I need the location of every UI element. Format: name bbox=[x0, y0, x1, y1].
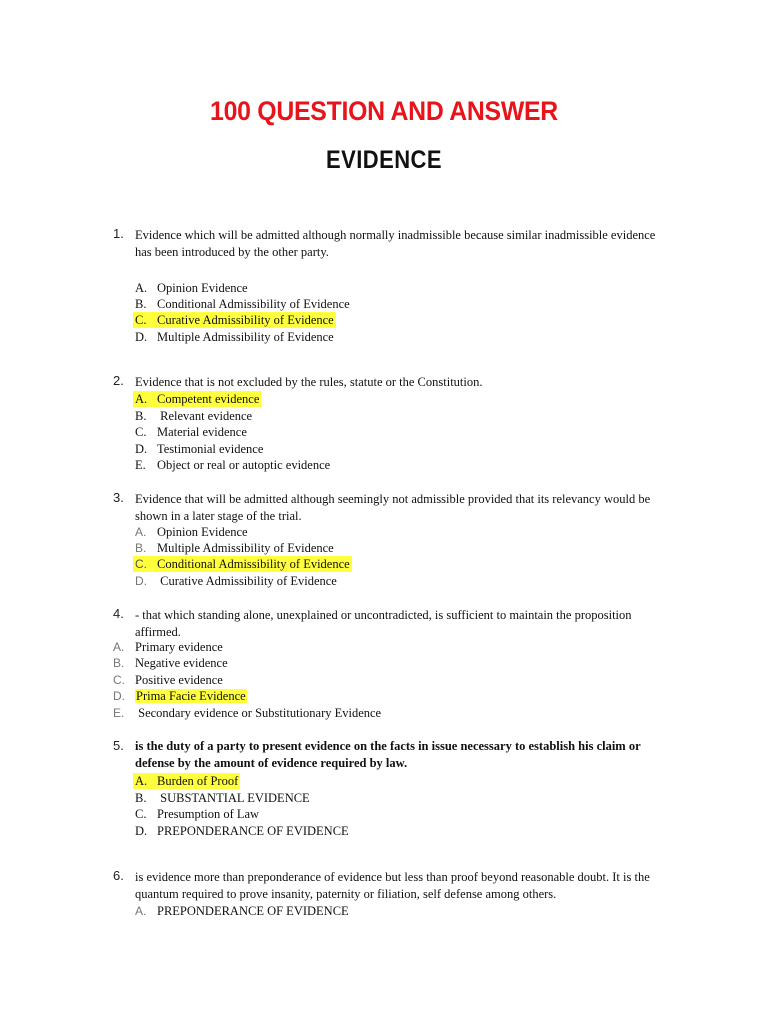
option-letter: D. bbox=[113, 689, 125, 703]
option-letter: B. bbox=[113, 656, 125, 670]
question-stem: Evidence that will be admitted although seemingly not admissible provided that its relevancy would be shown in a later stage of the trial. bbox=[135, 492, 651, 523]
option-letter: C. bbox=[135, 807, 147, 821]
option-text: Curative Admissibility of Evidence bbox=[157, 313, 334, 327]
option-text: Object or real or autoptic evidence bbox=[157, 458, 331, 472]
option-text: Curative Admissibility of Evidence bbox=[157, 574, 337, 588]
option-a bbox=[135, 280, 248, 296]
question-number: 4. bbox=[113, 606, 124, 621]
option-letter: B. bbox=[135, 409, 147, 423]
option-letter: A. bbox=[113, 640, 125, 654]
option-b bbox=[135, 296, 350, 312]
question-stem: is evidence more than preponderance of evidence but less than proof beyond reasonable doubt. It is the quantum required to prove insanity, paternity or filiation, self defense among others. bbox=[135, 870, 650, 901]
option-text: Negative evidence bbox=[135, 656, 228, 670]
option-letter: B. bbox=[135, 297, 147, 311]
option-letter: A. bbox=[135, 525, 147, 539]
option-letter: A. bbox=[135, 904, 147, 918]
option-text: Material evidence bbox=[157, 425, 247, 439]
option-text: Relevant evidence bbox=[157, 409, 253, 423]
option-letter: C. bbox=[113, 673, 125, 687]
option-text: PREPONDERANCE OF EVIDENCE bbox=[157, 904, 349, 918]
option-text: Multiple Admissibility of Evidence bbox=[157, 330, 334, 344]
option-letter: C. bbox=[135, 313, 147, 327]
option-letter: A. bbox=[135, 392, 148, 406]
option-a-answer bbox=[133, 391, 261, 407]
option-letter: C. bbox=[135, 557, 147, 571]
option-letter: D. bbox=[135, 442, 148, 456]
question-number: 3. bbox=[113, 490, 124, 505]
option-a-answer bbox=[133, 773, 240, 789]
option-text: Secondary evidence or Substitutionary Evidence bbox=[135, 706, 382, 720]
option-c-answer bbox=[133, 556, 352, 572]
option-d bbox=[135, 823, 349, 839]
option-d bbox=[135, 441, 263, 457]
question-stem: Evidence that is not excluded by the rules, statute or the Constitution. bbox=[135, 375, 483, 389]
option-c bbox=[135, 424, 247, 440]
option-letter: C. bbox=[135, 425, 147, 439]
option-c-answer bbox=[133, 312, 336, 328]
question-number: 5. bbox=[113, 738, 124, 753]
option-text: Positive evidence bbox=[135, 673, 223, 687]
option-text: Primary evidence bbox=[135, 640, 223, 654]
option-letter: D. bbox=[135, 824, 148, 838]
option-text: Conditional Admissibility of Evidence bbox=[157, 297, 350, 311]
option-text: Presumption of Law bbox=[157, 807, 260, 821]
option-text: Multiple Admissibility of Evidence bbox=[157, 541, 334, 555]
option-letter: A. bbox=[135, 774, 148, 788]
question-number: 6. bbox=[113, 868, 124, 883]
option-c bbox=[135, 806, 259, 822]
option-e bbox=[113, 705, 381, 721]
option-d-answer bbox=[113, 688, 247, 704]
option-letter: B. bbox=[135, 791, 147, 805]
option-a bbox=[135, 903, 349, 919]
option-letter: B. bbox=[135, 541, 147, 555]
option-letter: D. bbox=[135, 330, 148, 344]
question-stem: Evidence which will be admitted although normally inadmissible because similar inadmissible evidence has been introduced by the other party. bbox=[135, 228, 656, 259]
document-title: 100 QUESTION AND ANSWER bbox=[210, 96, 558, 126]
question-stem: is the duty of a party to present evidence on the facts in issue necessary to establish his claim or defense by the amount of evidence required by law. bbox=[135, 739, 641, 770]
option-letter: A. bbox=[135, 281, 148, 295]
option-b bbox=[113, 655, 228, 671]
option-text: Prima Facie Evidence bbox=[136, 689, 246, 703]
option-text: PREPONDERANCE OF EVIDENCE bbox=[157, 824, 349, 838]
option-text: Opinion Evidence bbox=[157, 281, 248, 295]
option-b bbox=[135, 408, 252, 424]
option-text: Burden of Proof bbox=[157, 774, 239, 788]
option-letter: E. bbox=[135, 458, 146, 472]
option-b bbox=[135, 790, 310, 806]
option-a bbox=[135, 524, 248, 540]
option-text: SUBSTANTIAL EVIDENCE bbox=[157, 791, 310, 805]
option-letter: D. bbox=[135, 574, 147, 588]
question-number: 1. bbox=[113, 226, 124, 241]
question-stem: - that which standing alone, unexplained or uncontradicted, is sufficient to maintain the proposition affirmed. bbox=[135, 608, 632, 639]
option-text: Opinion Evidence bbox=[157, 525, 248, 539]
option-c bbox=[113, 672, 223, 688]
option-e bbox=[135, 457, 330, 473]
option-a bbox=[113, 639, 223, 655]
option-text: Testimonial evidence bbox=[157, 442, 264, 456]
document-subtitle: EVIDENCE bbox=[326, 146, 442, 174]
option-b bbox=[135, 540, 334, 556]
option-text: Competent evidence bbox=[157, 392, 260, 406]
question-number: 2. bbox=[113, 373, 124, 388]
option-d bbox=[135, 329, 334, 345]
option-d bbox=[135, 573, 337, 589]
option-text: Conditional Admissibility of Evidence bbox=[157, 557, 350, 571]
option-letter: E. bbox=[113, 706, 125, 720]
